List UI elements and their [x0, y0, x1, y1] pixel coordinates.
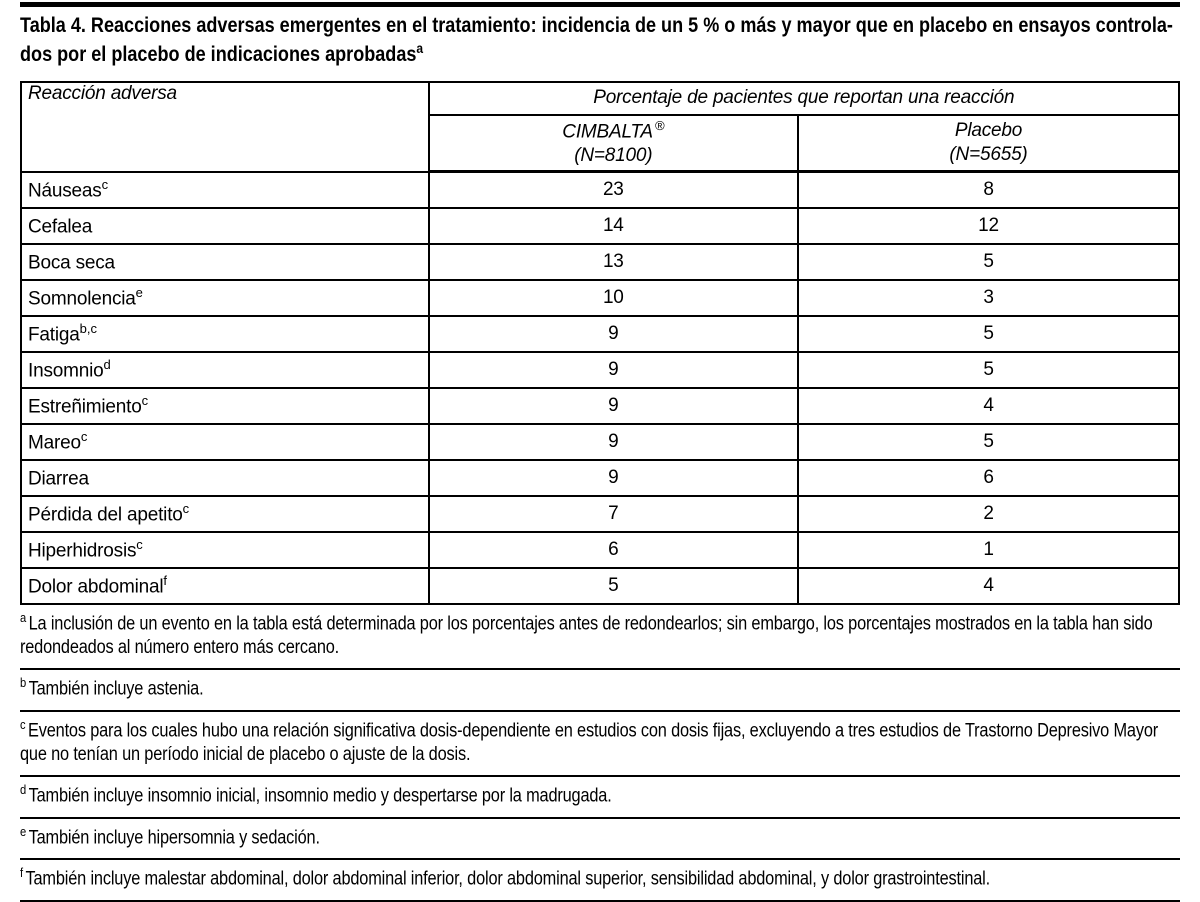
table-row — [21, 316, 1179, 352]
footnote-text: La inclusión de un evento en la tabla está determinada por los porcentajes antes de redondearlos; sin embargo, los porcentajes mostrados en la tabla han sido redondeados al número entero más cercano. — [20, 612, 1153, 659]
row-value-placebo: 5 — [798, 424, 1179, 460]
row-label — [21, 568, 429, 604]
column-header-placebo — [798, 115, 1179, 172]
row-value-cymbalta: 10 — [429, 280, 798, 316]
cymbalta-header-name-line — [436, 118, 791, 144]
footnote-a-content — [20, 610, 1180, 661]
table-row — [21, 208, 1179, 244]
footnote-marker: b — [20, 675, 27, 691]
row-value-placebo: 5 — [798, 352, 1179, 388]
row-label-text: Boca seca — [28, 252, 115, 274]
row-label-text: Insomnio — [28, 360, 104, 382]
footnote-e-content — [20, 824, 1180, 850]
table-row — [21, 388, 1179, 424]
row-footnote-marker: f — [163, 572, 167, 588]
row-value-placebo: 4 — [798, 388, 1179, 424]
row-value-placebo: 4 — [798, 568, 1179, 604]
footnote-e — [20, 817, 1180, 858]
header-row-1 — [21, 82, 1179, 115]
footnote-marker: f — [20, 865, 23, 881]
table-title — [20, 12, 1180, 69]
footnote-marker: a — [20, 609, 27, 625]
row-label — [21, 388, 429, 424]
column-header-cymbalta — [429, 115, 798, 172]
cymbalta-header-n: (N=8100) — [574, 145, 653, 166]
row-label — [21, 496, 429, 532]
footnote-f — [20, 858, 1180, 899]
row-footnote-marker: e — [135, 284, 143, 300]
footnote-marker: d — [20, 782, 27, 798]
row-value-cymbalta: 9 — [429, 316, 798, 352]
row-label — [21, 244, 429, 280]
footnote-b — [20, 668, 1180, 709]
row-label — [21, 424, 429, 460]
table-row — [21, 568, 1179, 604]
row-label — [21, 316, 429, 352]
row-footnote-marker: c — [141, 392, 149, 408]
table-row — [21, 496, 1179, 532]
title-footnote-marker: a — [416, 40, 424, 57]
table-row — [21, 280, 1179, 316]
footnote-text: También incluye malestar abdominal, dolor abdominal inferior, dolor abdominal superior, sensibilidad abdominal, y dolor grastrointestinal. — [25, 868, 990, 890]
footnote-f-content — [20, 865, 1180, 891]
footnote-d — [20, 775, 1180, 816]
row-value-cymbalta: 6 — [429, 532, 798, 568]
table-row — [21, 172, 1179, 208]
row-value-cymbalta: 9 — [429, 388, 798, 424]
row-label-text: Somnolencia — [28, 288, 136, 310]
table-row — [21, 352, 1179, 388]
table-row — [21, 244, 1179, 280]
row-label — [21, 532, 429, 568]
footnote-text: También incluye astenia. — [28, 678, 204, 700]
bottom-rule — [20, 900, 1180, 902]
row-value-cymbalta: 23 — [429, 172, 798, 208]
row-value-placebo: 3 — [798, 280, 1179, 316]
footnote-text: También incluye insomnio inicial, insomnio medio y despertarse por la madrugada. — [28, 785, 612, 807]
footnote-d-content — [20, 782, 1180, 808]
row-value-placebo: 12 — [798, 208, 1179, 244]
footnote-marker: e — [20, 823, 27, 839]
table-title-text-1: Tabla 4. Reacciones adversas emergentes en el tratamiento: incidencia de un 5 % o más y mayor que en placebo en ensayos controla- — [20, 14, 1173, 37]
row-value-placebo: 6 — [798, 460, 1179, 496]
row-label-text: Náuseas — [28, 180, 102, 202]
row-value-placebo: 5 — [798, 244, 1179, 280]
row-value-placebo: 2 — [798, 496, 1179, 532]
placebo-header-name: Placebo — [954, 120, 1023, 142]
row-value-placebo: 5 — [798, 316, 1179, 352]
table-row — [21, 460, 1179, 496]
row-value-cymbalta: 5 — [429, 568, 798, 604]
row-label-text: Pérdida del apetito — [28, 504, 183, 526]
row-value-cymbalta: 13 — [429, 244, 798, 280]
row-label-text: Estreñimiento — [28, 396, 142, 418]
adverse-reactions-table — [20, 81, 1180, 605]
column-header-reaction: Reacción adversa — [21, 82, 429, 172]
row-label — [21, 280, 429, 316]
table-title-line-2 — [20, 39, 1018, 68]
footnotes-section — [20, 605, 1180, 902]
row-footnote-marker: c — [182, 500, 190, 516]
row-label-text: Hiperhidrosis — [28, 540, 137, 562]
footnote-marker: c — [20, 716, 26, 732]
cymbalta-header-name: CIMBALTA — [562, 121, 653, 143]
row-label-text: Cefalea — [28, 216, 93, 238]
row-label-text: Mareo — [28, 432, 81, 454]
footnote-text: Eventos para los cuales hubo una relación significativa dosis-dependiente en estudios con dosis fijas, excluyendo a tres estudios de Trastorno Depresivo Mayor que no tenían un período inicial de placebo o ajuste de la dosis. — [20, 719, 1159, 766]
footnote-c-content — [20, 717, 1180, 768]
row-footnote-marker: b,c — [79, 320, 97, 336]
footnote-text: También incluye hipersomnia y sedación. — [28, 826, 320, 848]
registered-trademark-mark: ® — [654, 117, 665, 133]
row-label-text: Fatiga — [28, 324, 80, 346]
row-label — [21, 172, 429, 208]
table-title-line-1 — [20, 12, 1173, 39]
row-footnote-marker: c — [101, 176, 109, 192]
row-value-cymbalta: 9 — [429, 352, 798, 388]
table-row — [21, 532, 1179, 568]
table-title-text-2: dos por el placebo de indicaciones aprobadas — [20, 43, 417, 67]
top-double-rule — [20, 2, 1180, 7]
row-value-cymbalta: 9 — [429, 424, 798, 460]
row-label — [21, 208, 429, 244]
row-value-cymbalta: 9 — [429, 460, 798, 496]
row-footnote-marker: d — [103, 356, 111, 372]
row-footnote-marker: c — [136, 536, 143, 552]
column-header-percentage-span: Porcentaje de pacientes que reportan una reacción — [429, 82, 1179, 115]
row-value-placebo: 8 — [798, 172, 1179, 208]
row-value-cymbalta: 7 — [429, 496, 798, 532]
row-value-placebo: 1 — [798, 532, 1179, 568]
row-value-cymbalta: 14 — [429, 208, 798, 244]
row-label-text: Dolor abdominal — [28, 576, 164, 598]
table-row — [21, 424, 1179, 460]
row-label-text: Diarrea — [28, 468, 89, 490]
row-label — [21, 352, 429, 388]
row-label — [21, 460, 429, 496]
row-footnote-marker: c — [80, 428, 88, 444]
footnote-c — [20, 710, 1180, 776]
footnote-a — [20, 605, 1180, 669]
footnote-b-content — [20, 675, 1180, 701]
placebo-header-n: (N=5655) — [949, 143, 1028, 165]
